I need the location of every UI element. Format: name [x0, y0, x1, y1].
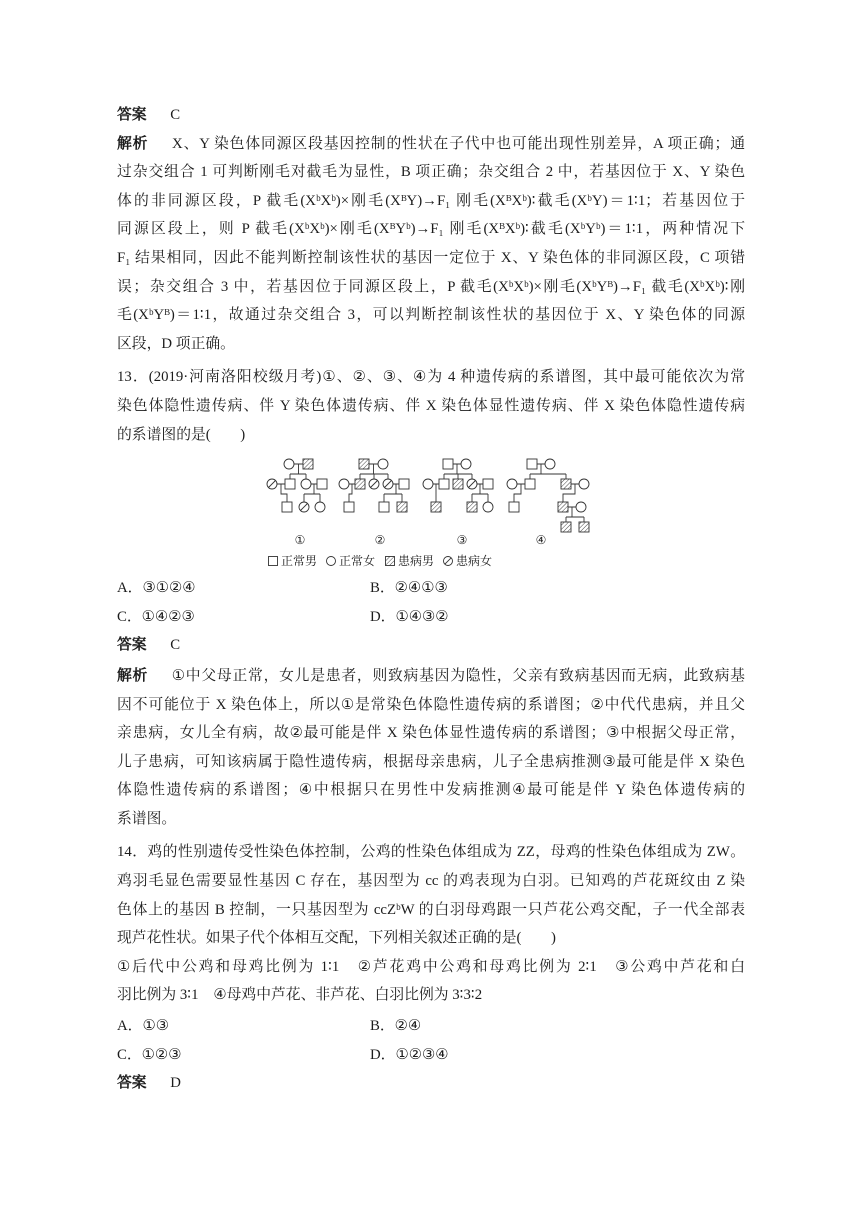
- pedigree-figure: [117, 449, 745, 574]
- affected-male-symbol: [453, 479, 463, 489]
- affected-male-symbol: [397, 502, 407, 512]
- pedigree-1-lines: [277, 464, 320, 502]
- pedigree-label-2: ②: [374, 533, 386, 548]
- q14-answer: [117, 1069, 745, 1098]
- option-c: C．①②③: [117, 1046, 182, 1063]
- normal-female-symbol: [483, 502, 493, 512]
- affected-male-symbol: [579, 522, 589, 532]
- normal-female-symbol: [576, 502, 586, 512]
- normal-female-symbol: [507, 479, 517, 489]
- pedigree-1: [267, 459, 327, 512]
- q13-analysis-line: 体隐性遗传病的系谱图；④中根据只在男性中发病推测④最可能是伴 Y 染色体遗传病的: [117, 782, 745, 799]
- legend-affected-male: 患病男: [398, 554, 435, 569]
- normal-female-symbol: [339, 479, 349, 489]
- normal-female-symbol: [301, 479, 311, 489]
- q12-answer: [117, 101, 745, 130]
- analysis-text: ①中父母正常，女儿是患者，则致病基因为隐性，父亲有致病基因而无病，此致病基: [171, 667, 745, 684]
- q14-stem-line: 色体上的基因 B 控制，一只基因型为 ccZᵇW 的白羽母鸡跟一只芦花公鸡交配，子一代全部表: [117, 901, 745, 918]
- analysis-label: 解析: [117, 666, 149, 684]
- affected-male-symbol: [431, 502, 441, 512]
- normal-male-symbol: [344, 502, 354, 512]
- q14-options: [117, 1012, 745, 1069]
- normal-male-symbol: [443, 459, 453, 469]
- q12-analysis-line: [117, 130, 745, 159]
- affected-male-symbol: [303, 459, 313, 469]
- q13-analysis-line: 系谱图。: [117, 810, 177, 827]
- q14-stem-line: 14．鸡的性别遗传受性染色体控制，公鸡的性染色体组成为 ZZ，母鸡的性染色体组成为 ZW。: [117, 844, 745, 861]
- affected-female-symbol: [267, 479, 277, 489]
- normal-male-symbol: [379, 502, 389, 512]
- answer-label: 答案: [117, 106, 147, 123]
- affected-male-symbol: [467, 502, 477, 512]
- answer-label: 答案: [117, 1074, 147, 1092]
- q13-analysis-line: 因不可能位于 X 染色体上，所以①是常染色体隐性遗传病的系谱图；②中代代患病，并且父: [117, 696, 745, 713]
- q12-analysis-line: 体的非同源区段，P 截毛(XᵇXᵇ)×刚毛(XᴮY)→F₁ 刚毛(XᴮXᵇ)∶截毛(XᵇY)＝1∶1；若基因位于: [117, 192, 745, 209]
- q13-stem-line: 13．(2019·河南洛阳校级月考)①、②、③、④为 4 种遗传病的系谱图，其中最可能依次为常: [117, 369, 745, 386]
- q13-analysis-line: 儿子患病，可知该病属于隐性遗传病，根据母亲患病，儿子全患病推测③最可能是伴 X 染色: [117, 753, 745, 770]
- q14-statement-line: ①后代中公鸡和母鸡比例为 1∶1 ②芦花鸡中公鸡和母鸡比例为 2∶1 ③公鸡中芦花和白: [117, 958, 745, 975]
- legend-normal-female: 正常女: [339, 554, 376, 569]
- normal-female-symbol: [461, 459, 471, 469]
- q13-stem-line: 染色体隐性遗传病、伴 Y 染色体遗传病、伴 X 染色体显性遗传病、伴 X 染色体隐性遗传病: [117, 397, 745, 414]
- q12-analysis-line: F₁ 结果相同，因此不能判断控制该性状的基因一定位于 X、Y 染色体的非同源区段，C 项错: [117, 249, 745, 266]
- q14-stem-line: 鸡羽毛显色需要显性基因 C 存在，基因型为 cc 的鸡表现为白羽。已知鸡的芦花斑纹由 Z 染: [117, 873, 745, 890]
- normal-male-symbol: [483, 479, 493, 489]
- normal-male-symbol: [317, 479, 327, 489]
- option-d: D．①②③④: [370, 1046, 449, 1063]
- q12-analysis-line: 同源区段上，则 P 截毛(XᵇXᵇ)×刚毛(XᴮYᵇ)→F₁ 刚毛(XᴮXᵇ)∶截毛(XᵇYᵇ)＝1∶1，两种情况下: [117, 221, 745, 238]
- option-c: C．①④②③: [117, 608, 195, 625]
- pedigree-label-3: ③: [456, 533, 468, 548]
- normal-male-legend-icon: [269, 557, 278, 566]
- content-column: [117, 101, 745, 1098]
- option-a: A．③①②④: [117, 580, 196, 597]
- affected-male-symbol: [561, 479, 571, 489]
- answer-label: 答案: [117, 636, 147, 654]
- q13-analysis-line: [117, 662, 745, 691]
- normal-male-symbol: [282, 502, 292, 512]
- normal-male-symbol: [399, 479, 409, 489]
- option-b: B．②④: [370, 1018, 422, 1035]
- pedigree-label-1: ①: [294, 533, 306, 548]
- legend-normal-male: 正常男: [281, 554, 318, 569]
- pedigree-2: [339, 459, 409, 512]
- normal-female-symbol: [315, 502, 325, 512]
- normal-female-symbol: [284, 459, 294, 469]
- affected-female-symbol: [383, 479, 393, 489]
- normal-female-symbol: [545, 459, 555, 469]
- normal-male-symbol: [439, 479, 449, 489]
- pedigree-charts: [260, 449, 600, 574]
- affected-female-symbol: [467, 479, 477, 489]
- legend-affected-female: 患病女: [456, 554, 493, 569]
- pedigree-3: [423, 459, 493, 512]
- q13-answer: [117, 631, 745, 660]
- q13-options: [117, 574, 745, 631]
- q12-analysis-line: 毛(XᵇYᴮ)＝1∶1，故通过杂交组合 3，可以判断控制该性状的基因位于 X、Y 染色体的同源: [117, 307, 745, 324]
- q13-analysis-line: 亲患病，女儿全有病，故②最可能是伴 X 染色体显性遗传病的系谱图；③中根据父母正常，: [117, 725, 745, 742]
- option-b: B．②④①③: [370, 580, 448, 597]
- analysis-label: 解析: [117, 134, 149, 152]
- q12-analysis-line: 误；杂交组合 3 中，若基因位于同源区段上，P 截毛(XᵇXᵇ)×刚毛(XᵇYᴮ)→F₁ 截毛(XᵇXᵇ)∶刚: [117, 278, 745, 295]
- q12-analysis-line: 区段，D 项正确。: [117, 335, 235, 352]
- q13-stem-line: 的系谱图的是( ): [117, 426, 246, 443]
- affected-female-legend-icon: [444, 557, 453, 566]
- affected-male-legend-icon: [386, 557, 395, 566]
- normal-male-symbol: [527, 459, 537, 469]
- q14-statement-line: 羽比例为 3∶1 ④母鸡中芦花、非芦花、白羽比例为 3∶3∶2: [117, 987, 483, 1004]
- affected-female-symbol: [369, 479, 379, 489]
- pedigree-label-4: ④: [535, 533, 547, 548]
- affected-male-symbol: [561, 522, 571, 532]
- q12-analysis-line: 过杂交组合 1 可判断刚毛对截毛为显性，B 项正确；杂交组合 2 中，若基因位于 X、Y 染色: [117, 164, 745, 181]
- option-a: A．①③: [117, 1018, 170, 1035]
- normal-female-symbol: [378, 459, 388, 469]
- pedigree-4-lines: [514, 464, 584, 522]
- affected-male-symbol: [355, 479, 365, 489]
- answer-value: C: [170, 107, 181, 123]
- normal-male-symbol: [525, 479, 535, 489]
- affected-male-symbol: [558, 502, 568, 512]
- answer-value: D: [170, 1075, 181, 1092]
- normal-male-symbol: [285, 479, 295, 489]
- normal-female-symbol: [423, 479, 433, 489]
- normal-female-symbol: [579, 479, 589, 489]
- option-d: D．①④③②: [370, 608, 449, 625]
- pedigree-4: [507, 459, 589, 532]
- affected-male-symbol: [359, 459, 369, 469]
- normal-female-legend-icon: [327, 557, 336, 566]
- answer-value: C: [170, 637, 181, 654]
- q14-stem-line: 现芦花性状。如果子代个体相互交配，下列相关叙述正确的是( ): [117, 930, 556, 947]
- normal-male-symbol: [509, 502, 519, 512]
- affected-female-symbol: [299, 502, 309, 512]
- analysis-text: X、Y 染色体同源区段基因控制的性状在子代中也可能出现性别差异，A 项正确；通: [172, 135, 745, 152]
